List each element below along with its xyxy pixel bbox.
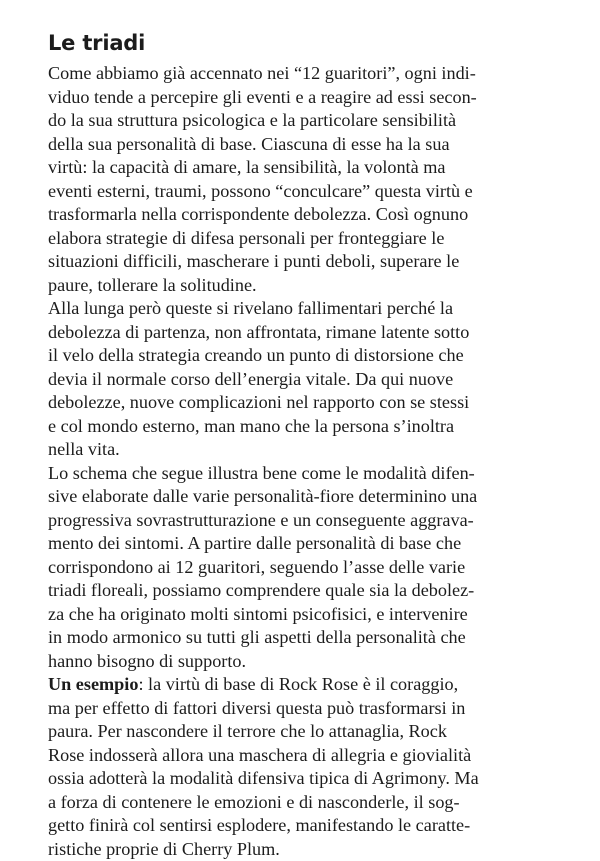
text-line: virtù: la capacità di amare, la sensibilità, la volontà ma bbox=[48, 156, 580, 180]
text-line: elabora strategie di difesa personali per fronteggiare le bbox=[48, 227, 580, 251]
paragraph-intro bbox=[48, 62, 580, 297]
example-first-line: : la virtù di base di Rock Rose è il coraggio, bbox=[138, 674, 458, 694]
text-line: Rose indosserà allora una maschera di allegria e giovialità bbox=[48, 744, 580, 768]
text-line: Alla lunga però queste si rivelano fallimentari perché la bbox=[48, 297, 580, 321]
text-line: debolezze, nuove complicazioni nel rapporto con se stessi bbox=[48, 391, 580, 415]
text-line: hanno bisogno di supporto. bbox=[48, 650, 580, 674]
text-line: ossia adotterà la modalità difensiva tipica di Agrimony. Ma bbox=[48, 767, 580, 791]
text-line: paure, tollerare la solitudine. bbox=[48, 274, 580, 298]
text-line: devia il normale corso dell’energia vitale. Da qui nuove bbox=[48, 368, 580, 392]
document-page bbox=[48, 24, 580, 861]
text-line: ristiche proprie di Cherry Plum. bbox=[48, 838, 580, 861]
text-line: paura. Per nascondere il terrore che lo attanaglia, Rock bbox=[48, 720, 580, 744]
text-line: triadi floreali, possiamo comprendere quale sia la debolez- bbox=[48, 579, 580, 603]
paragraph-schema bbox=[48, 462, 580, 674]
paragraph-weakness bbox=[48, 297, 580, 462]
text-line: situazioni difficili, mascherare i punti deboli, superare le bbox=[48, 250, 580, 274]
text-line: viduo tende a percepire gli eventi e a reagire ad essi secon- bbox=[48, 86, 580, 110]
text-line bbox=[48, 673, 580, 697]
text-line: e col mondo esterno, man mano che la persona s’inoltra bbox=[48, 415, 580, 439]
text-line: sive elaborate dalle varie personalità-fiore determinino una bbox=[48, 485, 580, 509]
example-lead: Un esempio bbox=[48, 674, 138, 694]
text-line: debolezza di partenza, non affrontata, rimane latente sotto bbox=[48, 321, 580, 345]
text-line: za che ha originato molti sintomi psicofisici, e intervenire bbox=[48, 603, 580, 627]
text-line: il velo della strategia creando un punto di distorsione che bbox=[48, 344, 580, 368]
text-line: mento dei sintomi. A partire dalle personalità di base che bbox=[48, 532, 580, 556]
paragraph-example bbox=[48, 673, 580, 861]
text-line: Lo schema che segue illustra bene come le modalità difen- bbox=[48, 462, 580, 486]
text-line: corrispondono ai 12 guaritori, seguendo l’asse delle varie bbox=[48, 556, 580, 580]
text-line: eventi esterni, traumi, possono “conculcare” questa virtù e bbox=[48, 180, 580, 204]
text-line: in modo armonico su tutti gli aspetti della personalità che bbox=[48, 626, 580, 650]
text-line: Come abbiamo già accennato nei “12 guaritori”, ogni indi- bbox=[48, 62, 580, 86]
text-line: ma per effetto di fattori diversi questa può trasformarsi in bbox=[48, 697, 580, 721]
text-line: trasformarla nella corrispondente debolezza. Così ognuno bbox=[48, 203, 580, 227]
text-line: do la sua struttura psicologica e la particolare sensibilità bbox=[48, 109, 580, 133]
text-line: della sua personalità di base. Ciascuna di esse ha la sua bbox=[48, 133, 580, 157]
text-line: progressiva sovrastrutturazione e un conseguente aggrava- bbox=[48, 509, 580, 533]
text-line: getto finirà col sentirsi esplodere, manifestando le caratte- bbox=[48, 814, 580, 838]
text-line: a forza di contenere le emozioni e di nasconderle, il sog- bbox=[48, 791, 580, 815]
text-line: nella vita. bbox=[48, 438, 580, 462]
section-title: Le triadi bbox=[48, 30, 580, 56]
